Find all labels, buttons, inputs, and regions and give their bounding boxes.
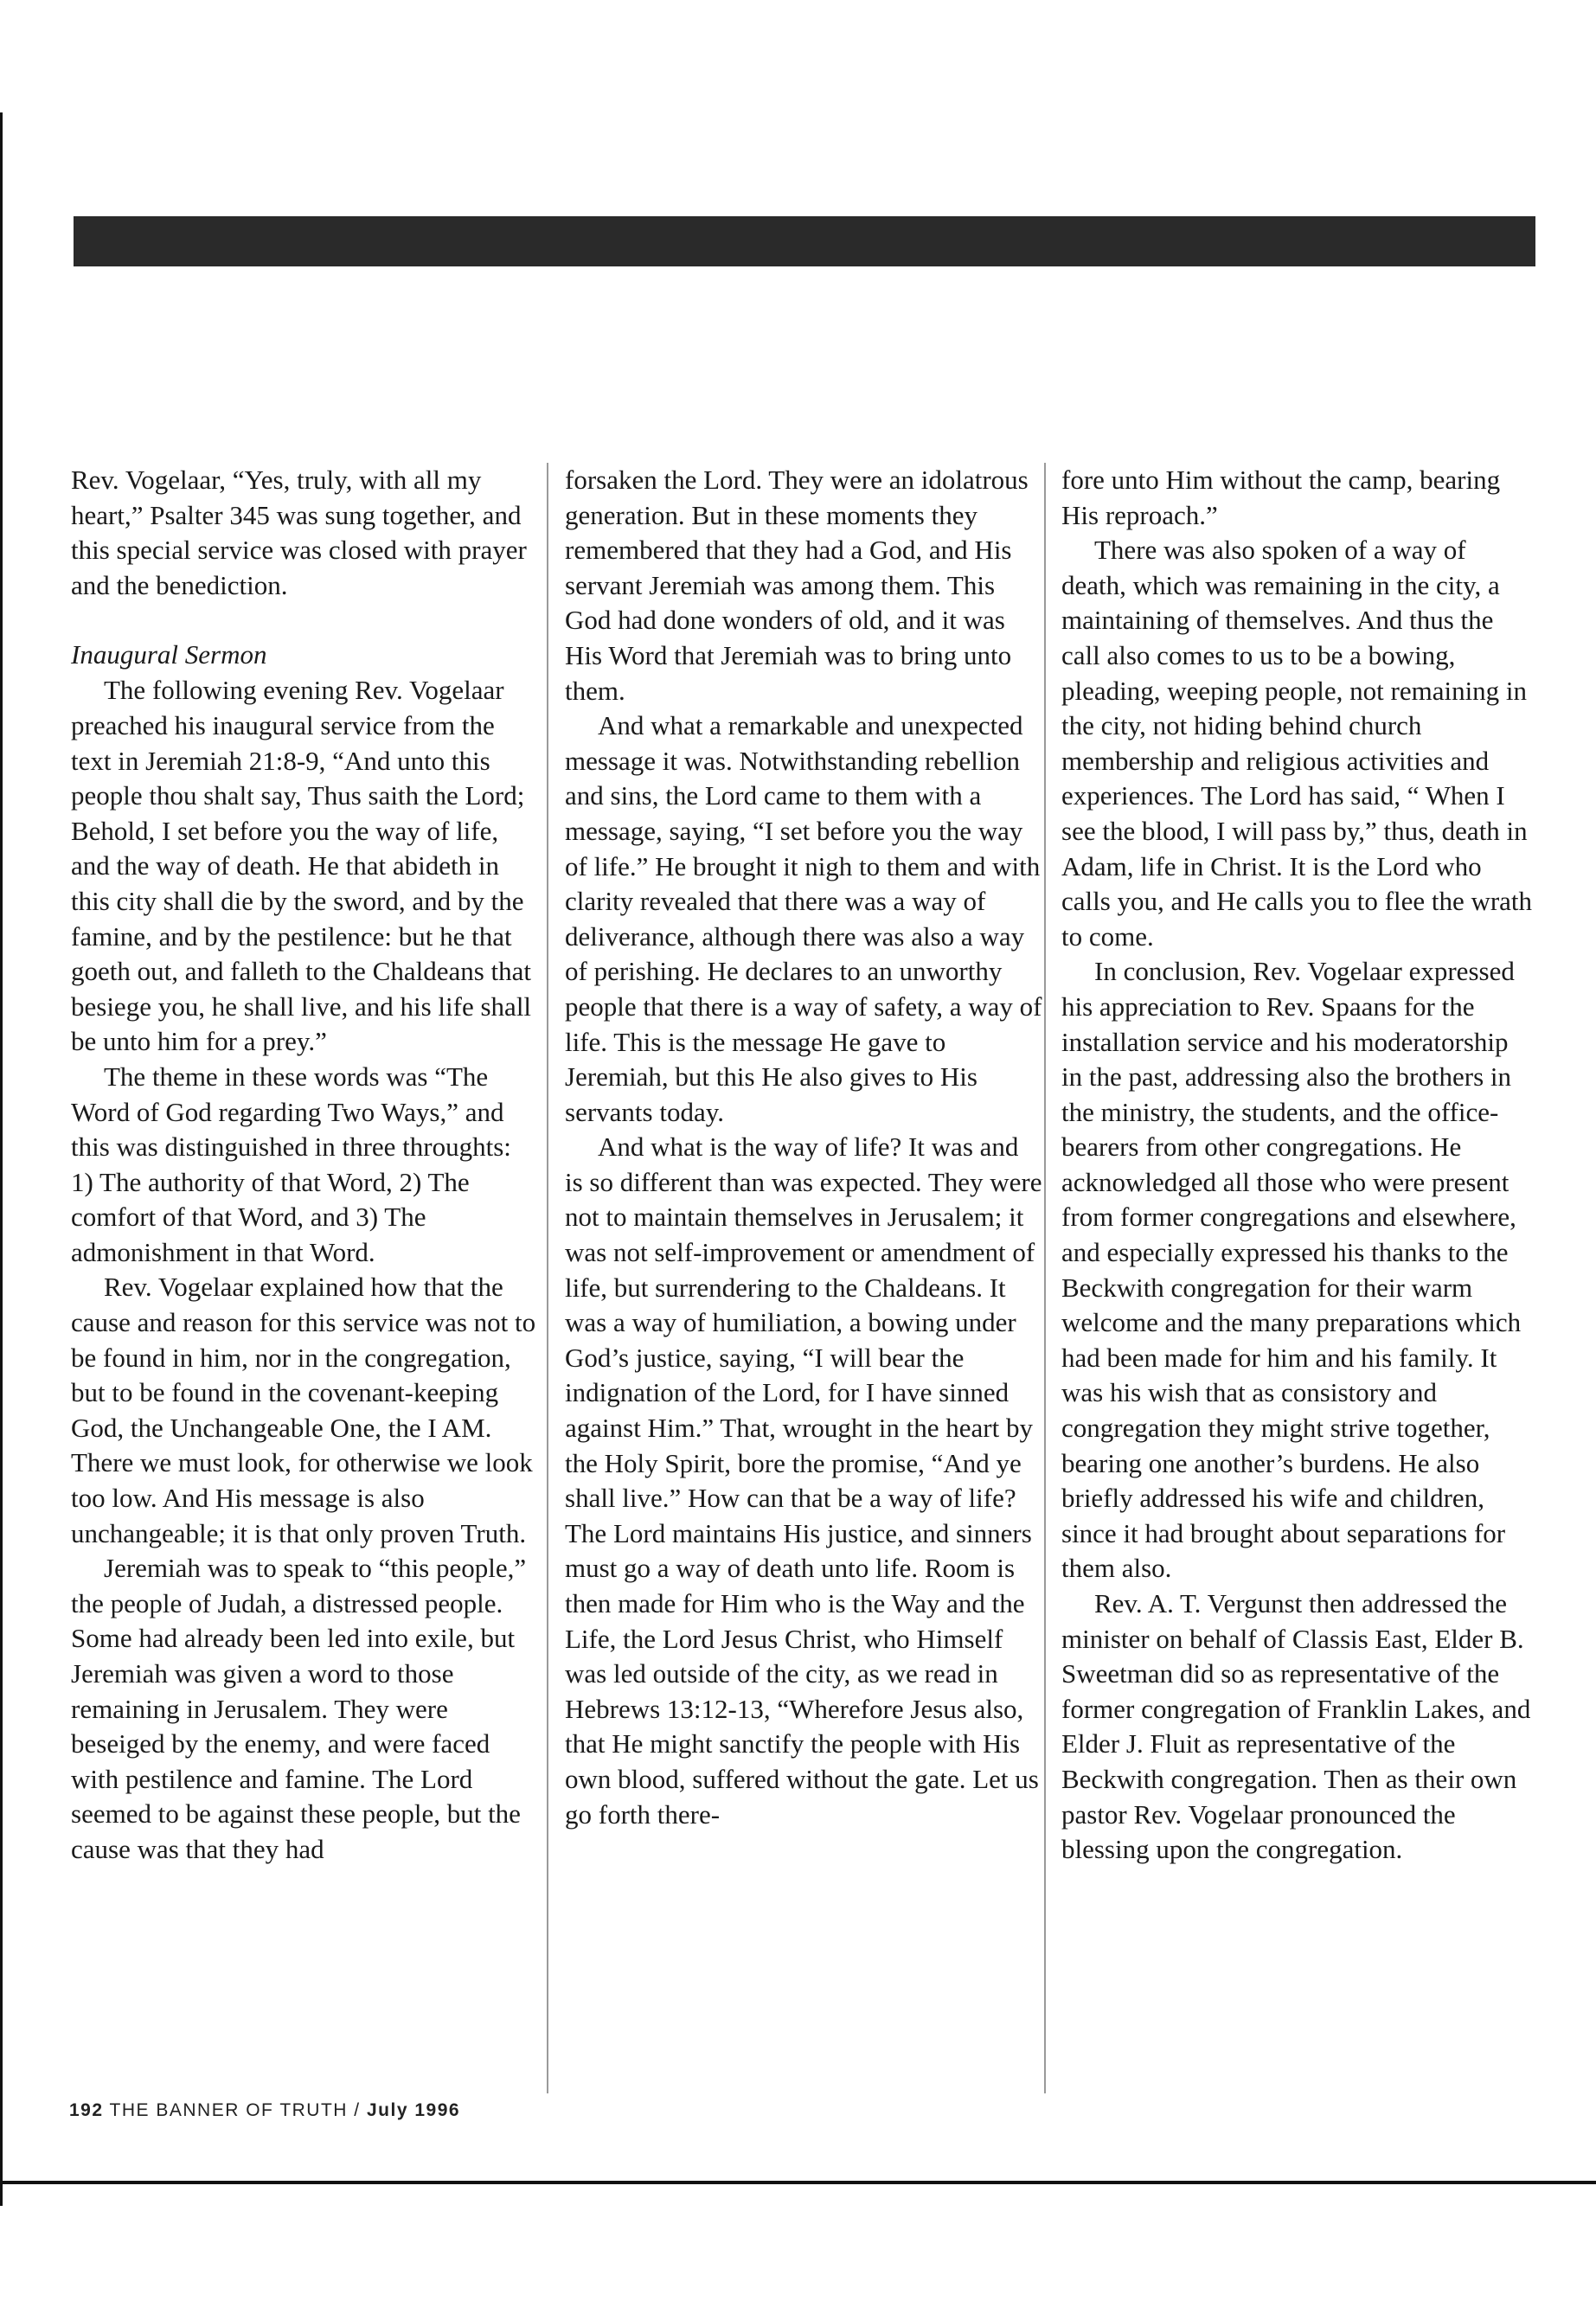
column-divider <box>1044 463 1046 2093</box>
article-column-2 <box>565 463 1042 1832</box>
section-heading: Inaugural Sermon <box>71 639 267 670</box>
paragraph: There was also spoken of a way of death, which was remaining in the city, a maintaining of themselves. And thus the call also comes to us to be a bowing, pleading, weeping people, not remaining in the city, not hiding behind church membership and religious activities and experiences. The Lord has said, “ When I see the blood, I will pass by,” thus, death in Adam, life in Christ. It is the Lord who calls you, and He calls you to flee the wrath to come. <box>1061 535 1533 952</box>
page-number: 192 <box>69 2100 104 2120</box>
bottom-rule <box>0 2181 1596 2184</box>
paragraph: Rev. Vogelaar explained how that the cause and reason for this service was not to be found in him, nor in the congregation, but to be found in the covenant-keeping God, the Unchangeable One, the I AM. There we must look, for otherwise we look too low. And His message is also unchangeable; it is that only proven Truth. <box>71 1272 536 1548</box>
paragraph: In conclusion, Rev. Vogelaar expressed his appreciation to Rev. Spaans for the installation service and his moderatorship in the past, addressing also the brothers in the ministry, the students, and the office-bearers from other congregations. He acknowledged all those who were present from former congregations and elsewhere, and especially expressed his thanks to the Beckwith congregation for their warm welcome and the many preparations which had been made for him and his family. It was his wish that as consistory and congregation they might strive together, bearing one another’s burdens. He also briefly addressed his wife and children, since it had brought about separations for them also. <box>1061 956 1522 1584</box>
paragraph: The following evening Rev. Vogelaar preached his inaugural service from the text in Jeremiah 21:8-9, “And unto this people thou shalt say, Thus saith the Lord; Behold, I set before you the way of life, and the way of death. He that abideth in this city shall die by the sword, and by the famine, and by the pestilence: but he that goeth out, and falleth to the Chaldeans that besiege you, he shall live, and his life shall be unto him for a prey.” <box>71 675 532 1057</box>
paragraph: Jeremiah was to speak to “this people,” the people of Judah, a distressed people. Some had already been led into exile, but Jeremiah was given a word to those remaining in Jerusalem. They were beseiged by the enemy, and were faced with pestilence and famine. The Lord seemed to be against these people, but the cause was that they had <box>71 1553 527 1864</box>
header-bar <box>74 216 1535 266</box>
paragraph: Rev. A. T. Vergunst then addressed the minister on behalf of Classis East, Elder B. Sweetman did so as representative of the former congregation of Franklin Lakes, and Elder J. Fluit as representative of the Beckwith congregation. Then as their own pastor Rev. Vogelaar pronounced the blessing upon the congregation. <box>1061 1588 1531 1865</box>
paragraph: fore unto Him without the camp, bearing His reproach.” <box>1061 465 1501 530</box>
page-edge-line <box>0 112 3 2206</box>
column-divider <box>547 463 548 2093</box>
paragraph: Rev. Vogelaar, “Yes, truly, with all my heart,” Psalter 345 was sung together, and this special service was closed with prayer and the benediction. <box>71 465 527 600</box>
paragraph: forsaken the Lord. They were an idolatrous generation. But in these moments they remembered that they had a God, and His servant Jeremiah was among them. This God had done wonders of old, and it was His Word that Jeremiah was to bring unto them. <box>565 465 1029 706</box>
article-column-1 <box>71 463 538 1868</box>
paragraph: And what is the way of life? It was and is so different than was expected. They were not to maintain themselves in Jerusalem; it was not self-improvement or amendment of life, but surrendering to the Chaldeans. It was a way of humiliation, a bowing under God’s justice, saying, “I will bear the indignation of the Lord, for I have sinned against Him.” That, wrought in the heart by the Holy Spirit, bore the promise, “And ye shall live.” How can that be a way of life? The Lord maintains His justice, and sinners must go a way of death unto life. Room is then made for Him who is the Way and the Life, the Lord Jesus Christ, who Himself was led outside of the city, as we read in Hebrews 13:12-13, “Wherefore Jesus also, that He might sanctify the people with His own blood, suffered without the gate. Let us go forth there- <box>565 1131 1042 1830</box>
article-column-3 <box>1061 463 1534 1868</box>
page-footer <box>69 2100 460 2121</box>
issue-date: July 1996 <box>366 2100 461 2120</box>
publication-name: THE BANNER OF TRUTH / <box>109 2100 361 2120</box>
paragraph: The theme in these words was “The Word of God regarding Two Ways,” and this was distinguished in three throughts: 1) The authority of that Word, 2) The comfort of that Word, and 3) The admonishment in that Word. <box>71 1061 511 1267</box>
paragraph: And what a remarkable and unexpected message it was. Notwithstanding rebellion and sins, the Lord came to them with a message, saying, “I set before you the way of life.” He brought it nigh to them and with clarity revealed that there was a way of deliverance, although there was also a way of perishing. He declares to an unworthy people that there is a way of safety, a way of life. This is the message He gave to Jeremiah, but this He also gives to His servants today. <box>565 710 1042 1127</box>
